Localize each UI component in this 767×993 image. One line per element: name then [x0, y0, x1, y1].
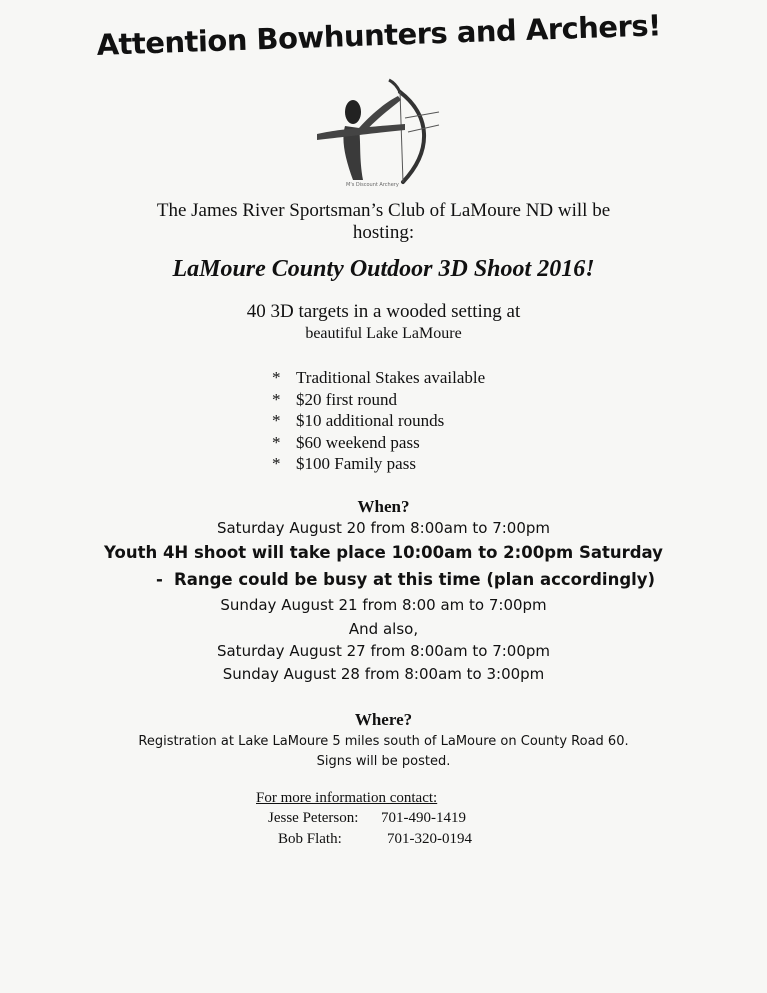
logo-caption: M's Discount Archery	[346, 182, 399, 188]
pricing-item-text: $20 first round	[296, 389, 398, 409]
busy-dash: -	[156, 570, 163, 589]
where-line-1: Registration at Lake LaMoure 5 miles south of LaMoure on County Road 60.	[138, 734, 629, 749]
intro-line-1: The James River Sportsman’s Club of LaMoure ND will be	[156, 200, 611, 221]
youth-shoot-notice: Youth 4H shoot will take place 10:00am to 2:00pm Saturday	[104, 543, 663, 562]
intro-text	[0, 200, 767, 244]
archer-silhouette-icon	[305, 70, 445, 195]
bullet-marker: *	[272, 389, 281, 409]
targets-line-2: beautiful Lake LaMoure	[305, 325, 462, 342]
pricing-item-text: $60 weekend pass	[296, 432, 420, 452]
where-heading: Where?	[354, 710, 413, 729]
schedule-line-6: Sunday August 28 from 8:00am to 3:00pm	[222, 665, 545, 683]
pricing-list	[272, 367, 485, 475]
contact-name: Jesse Peterson:	[268, 810, 359, 826]
pricing-item	[272, 410, 485, 432]
when-heading: When?	[357, 497, 410, 516]
schedule-line-4: And also,	[348, 620, 419, 638]
contact-name: Bob Flath:	[278, 831, 342, 847]
bullet-marker: *	[272, 411, 281, 430]
where-line-2: Signs will be posted.	[316, 754, 451, 769]
pricing-item-text: $10 additional rounds	[296, 411, 445, 430]
headline: Attention Bowhunters and Archers!	[96, 8, 662, 62]
bullet-marker: *	[272, 368, 281, 387]
event-title: LaMoure County Outdoor 3D Shoot 2016!	[172, 256, 595, 282]
contact-phone: 701-320-0194	[387, 831, 472, 847]
targets-line-1: 40 3D targets in a wooded setting at	[246, 301, 521, 322]
bullet-marker: *	[272, 454, 281, 473]
contact-heading: For more information contact:	[256, 790, 438, 806]
schedule-line-1: Saturday August 20 from 8:00am to 7:00pm	[216, 519, 551, 537]
contact-phone: 701-490-1419	[381, 810, 466, 826]
pricing-item	[272, 453, 485, 475]
busy-notice-text: Range could be busy at this time (plan accordingly)	[174, 570, 656, 589]
pricing-item-text: Traditional Stakes available	[296, 368, 486, 387]
pricing-item	[272, 389, 485, 411]
bullet-marker: *	[272, 432, 281, 452]
intro-line-2: hosting:	[352, 222, 415, 243]
schedule-line-3: Sunday August 21 from 8:00 am to 7:00pm	[220, 596, 547, 614]
pricing-item	[272, 432, 485, 454]
schedule-line-5: Saturday August 27 from 8:00am to 7:00pm	[216, 642, 551, 660]
pricing-item-text: $100 Family pass	[296, 454, 416, 473]
pricing-item	[272, 367, 485, 389]
busy-notice	[156, 570, 655, 589]
